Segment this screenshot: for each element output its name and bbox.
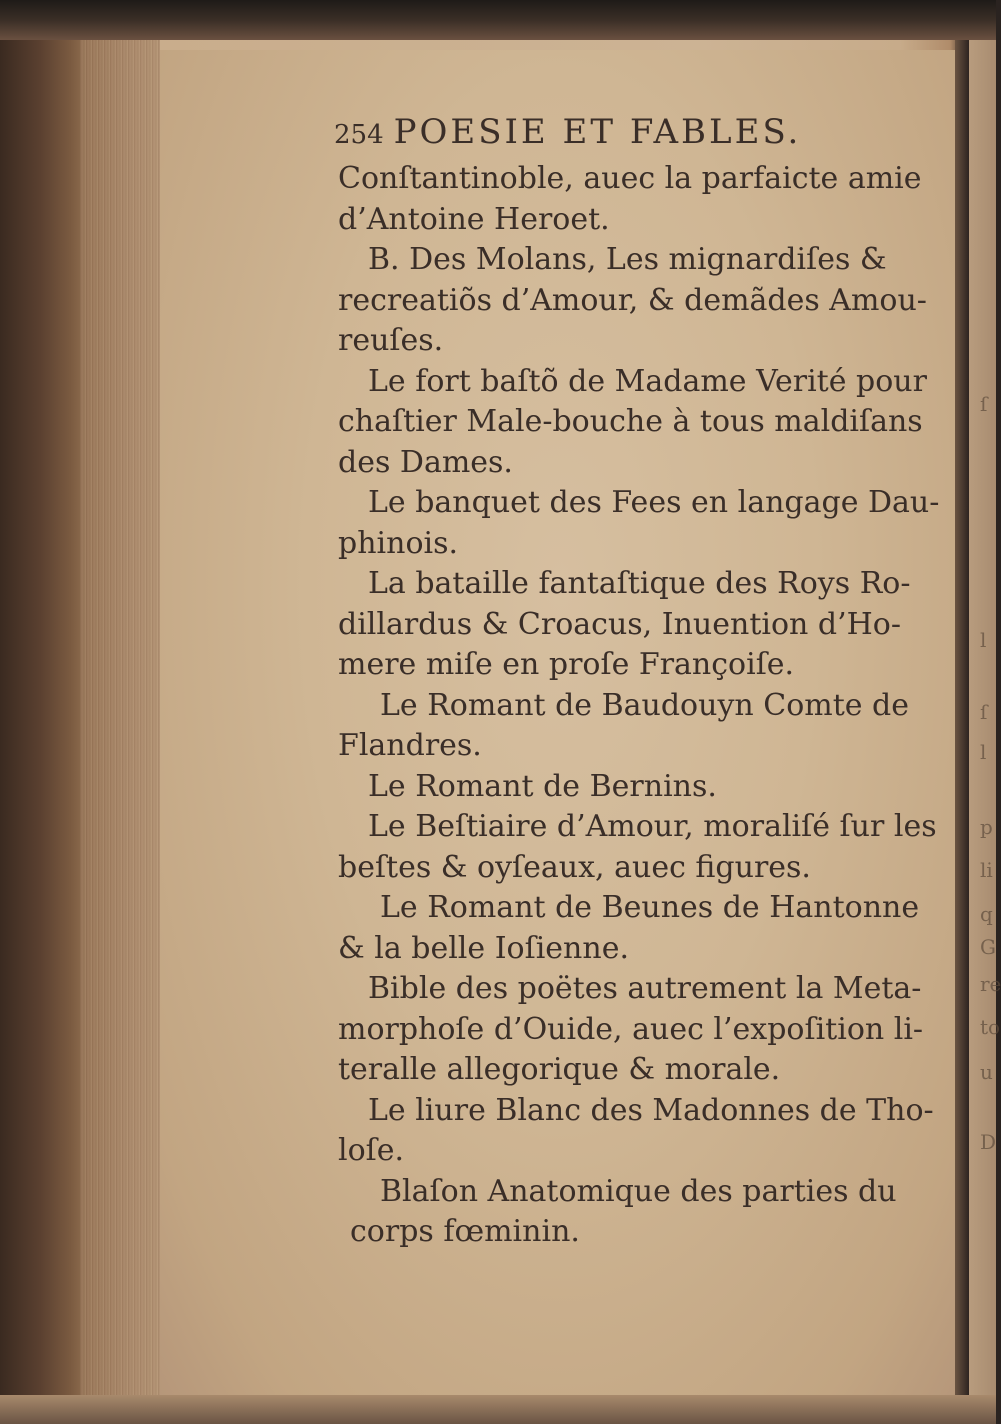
text-line: La bataille fantaſtique des Roys Ro- [368, 566, 911, 601]
text-line: reuſes. [338, 323, 444, 358]
stacked-page-edges [80, 40, 160, 1410]
book-gutter [955, 40, 969, 1410]
text-line: d’Antoine Heroet. [338, 201, 610, 237]
page-text [334, 108, 940, 1253]
text-line: Le liure Blanc des Madonnes de Tho- [368, 1092, 934, 1128]
text-line: Flandres. [338, 728, 482, 763]
text-line: beſtes & oyſeaux, auec figures. [338, 849, 811, 885]
scan-top-edge [0, 0, 996, 40]
text-line: chaſtier Male-bouche à tous maldiſans [338, 404, 923, 439]
text-line: & la belle Ioſienne. [338, 930, 629, 966]
facing-page-fragment: l [980, 628, 987, 652]
text-line: Bible des poëtes autrement la Meta- [368, 971, 922, 1006]
scan-bottom-edge [0, 1395, 996, 1424]
text-line: Le fort baſtõ de Madame Verité pour [368, 363, 927, 399]
text-line: recreatiõs d’Amour, & demãdes Amou- [338, 282, 927, 318]
text-line: dillardus & Croacus, Inuention d’Ho- [338, 606, 901, 642]
text-line: Le Beſtiaire d’Amour, moraliſé ſur les [368, 809, 937, 844]
text-line: des Dames. [338, 444, 513, 480]
facing-page-fragment: ſ [980, 700, 988, 724]
facing-page-fragment: re [980, 972, 1001, 996]
text-line: Conſtantinoble, auec la parfaicte amie [338, 161, 922, 196]
text-line: teralle allegorique & morale. [338, 1052, 781, 1087]
text-line: Le Romant de Baudouyn Comte de [380, 687, 910, 723]
text-line: Le Romant de Beunes de Hantonne [380, 890, 920, 925]
facing-page-fragment: u [980, 1060, 993, 1084]
running-head [334, 108, 928, 159]
running-title: POESIE ET FABLES. [393, 112, 802, 152]
facing-page-fragment: q [980, 902, 993, 926]
text-line: morphoſe d’Ouide, auec l’expoſition li- [338, 1011, 924, 1047]
facing-page-edge [969, 40, 996, 1410]
text-line: Le banquet des Fees en langage Dau- [368, 485, 940, 520]
text-line: corps fœminin. [350, 1214, 580, 1249]
facing-page-fragment: ſ [980, 392, 988, 416]
facing-page-fragment: li [980, 858, 993, 882]
text-line: phinois. [338, 525, 459, 561]
facing-page-fragment: D [980, 1130, 997, 1154]
text-line: Blaſon Anatomique des parties du [380, 1173, 897, 1209]
text-line: mere miſe en proſe Françoiſe. [338, 647, 795, 682]
text-line: Le Romant de Bernins. [368, 768, 717, 804]
facing-page-fragment: G [980, 935, 996, 959]
text-line: loſe. [338, 1133, 405, 1168]
facing-page-fragment: p [980, 815, 993, 839]
facing-page-fragment: l [980, 740, 987, 764]
facing-page-fragment: to [980, 1015, 1001, 1039]
page-number: 254 [334, 120, 384, 150]
text-line: B. Des Molans, Les mignardiſes & [368, 242, 887, 277]
